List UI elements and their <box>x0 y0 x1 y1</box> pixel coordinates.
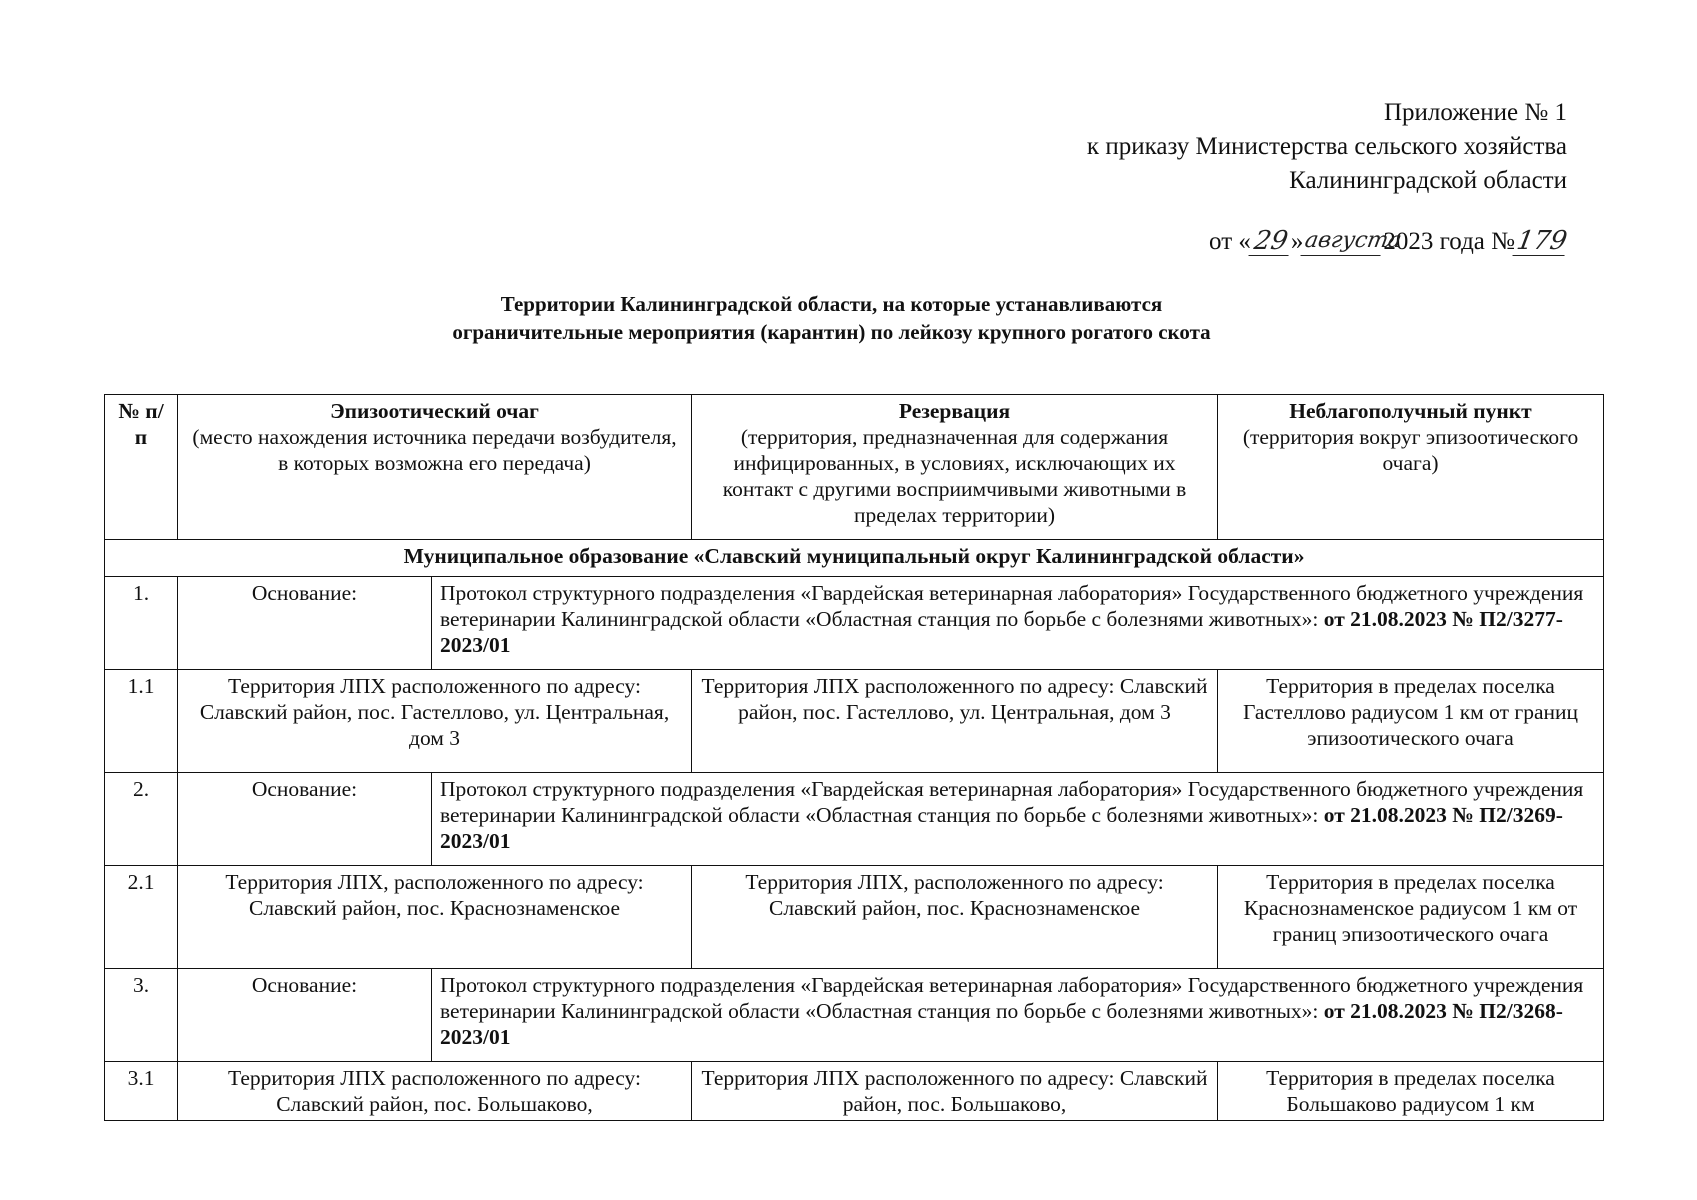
table-header-row <box>105 395 1604 540</box>
unfavorable-point-cell: Территория в пределах поселка Большаково радиусом 1 км <box>1218 1062 1604 1121</box>
order-month-handwritten: августа <box>1301 227 1386 256</box>
table-row <box>105 670 1604 773</box>
municipality-name: Муниципальное образование «Славский муниципальный округ Калининградской области» <box>105 540 1604 577</box>
basis-protocol-ref: от 21.08.2023 № П2/3269-2023/01 <box>440 803 1563 853</box>
table-row <box>105 577 1604 670</box>
basis-protocol-ref: от 21.08.2023 № П2/3277-2023/01 <box>440 607 1563 657</box>
order-date-prefix: от « <box>1209 228 1251 255</box>
reservation-cell: Территория ЛПХ расположенного по адресу: Славский район, пос. Гастеллово, ул. Центральная, дом 3 <box>692 670 1218 773</box>
row-number: 1. <box>105 577 178 670</box>
municipality-row <box>105 540 1604 577</box>
basis-label: Основание: <box>178 773 432 866</box>
basis-text: Протокол структурного подразделения «Гвардейская ветеринарная лаборатория» Государственного бюджетного учреждения ветеринарии Калининградской области «Областная станция по борьбе с болезнями животных»: от 21.08.2023 № П2/3277-2023/01 <box>432 577 1604 670</box>
title-line-1: Территории Калининградской области, на которые устанавливаются <box>500 292 1163 316</box>
title-line-2: ограничительные мероприятия (карантин) по лейкозу крупного рогатого скота <box>452 320 1211 344</box>
appendix-region: Калининградской области <box>1289 167 1567 194</box>
order-year-text: 2023 года № <box>1383 228 1515 255</box>
reservation-cell: Территория ЛПХ, расположенного по адресу: Славский район, пос. Краснознаменское <box>692 866 1218 969</box>
quarantine-table <box>104 394 1604 1121</box>
order-day-handwritten: 29 <box>1248 227 1293 256</box>
item-number: 2.1 <box>105 866 178 969</box>
order-date-line <box>1209 226 1570 256</box>
document-title <box>0 290 1697 346</box>
header-focus: Эпизоотический очаг (место нахождения источника передачи возбудителя, в которых возможна его передача) <box>178 395 692 540</box>
focus-cell: Территория ЛПХ расположенного по адресу: Славский район, пос. Гастеллово, ул. Центральная, дом 3 <box>178 670 692 773</box>
header-unfavorable-point: Неблагополучный пункт (территория вокруг эпизоотического очага) <box>1218 395 1604 540</box>
basis-label: Основание: <box>178 577 432 670</box>
basis-text: Протокол структурного подразделения «Гвардейская ветеринарная лаборатория» Государственного бюджетного учреждения ветеринарии Калининградской области «Областная станция по борьбе с болезнями животных»: от 21.08.2023 № П2/3269-2023/01 <box>432 773 1604 866</box>
order-day-sep: » <box>1290 228 1304 255</box>
table-row <box>105 866 1604 969</box>
focus-cell: Территория ЛПХ, расположенного по адресу: Славский район, пос. Краснознаменское <box>178 866 692 969</box>
basis-text: Протокол структурного подразделения «Гвардейская ветеринарная лаборатория» Государственного бюджетного учреждения ветеринарии Калининградской области «Областная станция по борьбе с болезнями животных»: от 21.08.2023 № П2/3268-2023/01 <box>432 969 1604 1062</box>
row-number: 3. <box>105 969 178 1062</box>
item-number: 1.1 <box>105 670 178 773</box>
table-row <box>105 773 1604 866</box>
header-reservation: Резервация (территория, предназначенная для содержания инфицированных, в условиях, исключающих их контакт с другими восприимчивыми животными в пределах территории) <box>692 395 1218 540</box>
reservation-cell: Территория ЛПХ расположенного по адресу: Славский район, пос. Большаково, <box>692 1062 1218 1121</box>
table-row <box>105 1062 1604 1121</box>
appendix-order-ref: к приказу Министерства сельского хозяйства <box>1086 133 1567 160</box>
appendix-header <box>1087 96 1567 198</box>
order-number-handwritten: 179 <box>1514 226 1570 256</box>
row-number: 2. <box>105 773 178 866</box>
table-row <box>105 969 1604 1062</box>
appendix-number: Приложение № 1 <box>1383 99 1567 126</box>
unfavorable-point-cell: Территория в пределах поселка Краснознаменское радиусом 1 км от границ эпизоотического очага <box>1218 866 1604 969</box>
item-number: 3.1 <box>105 1062 178 1121</box>
basis-label: Основание: <box>178 969 432 1062</box>
unfavorable-point-cell: Территория в пределах поселка Гастеллово радиусом 1 км от границ эпизоотического очага <box>1218 670 1604 773</box>
header-num: № п/п <box>105 395 178 540</box>
basis-protocol-ref: от 21.08.2023 № П2/3268-2023/01 <box>440 999 1563 1049</box>
focus-cell: Территория ЛПХ расположенного по адресу: Славский район, пос. Большаково, <box>178 1062 692 1121</box>
